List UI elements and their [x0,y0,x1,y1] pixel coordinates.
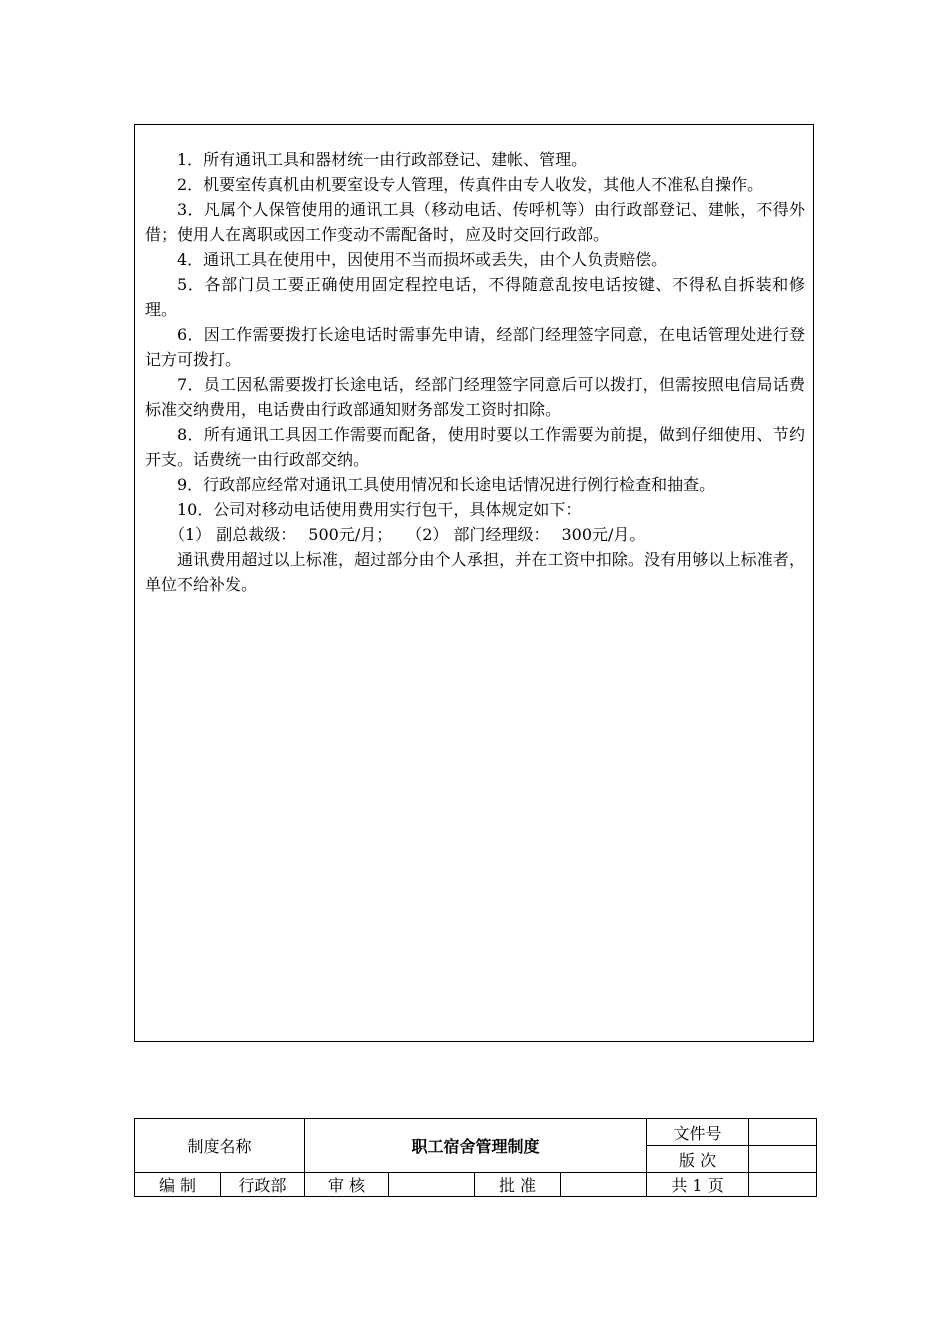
rule-4: 4．通讯工具在使用中，因使用不当而损坏或丢失，由个人负责赔偿。 [177,250,668,269]
rule-9: 9．行政部应经常对通讯工具使用情况和长途电话情况进行例行检查和抽查。 [177,475,716,494]
rule-2: 2．机要室传真机由机要室设专人管理，传真件由专人收发，其他人不准私自操作。 [177,175,764,194]
approved-by-label: 批 准 [475,1173,561,1197]
rule-6: 6．因工作需要拨打长途电话时需事先申请，经部门经理签字同意，在电话管理处进行登记方可拨打。 [145,325,805,369]
page-count: 共 1 页 [647,1173,749,1197]
reviewed-by-value [389,1173,475,1197]
content-frame [134,124,814,1042]
version-label: 版 次 [647,1146,749,1173]
rule-5: 5．各部门员工要正确使用固定程控电话，不得随意乱按电话按键、不得私自拆装和修理。 [145,275,805,319]
rule-7: 7．员工因私需要拨打长途电话，经部门经理签字同意后可以拨打，但需按照电信局话费标准交纳费用，电话费由行政部通知财务部发工资时扣除。 [145,375,805,419]
rule-3: 3．凡属个人保管使用的通讯工具（移动电话、传呼机等）由行政部登记、建帐，不得外借；使用人在离职或因工作变动不需配备时，应及时交回行政部。 [145,200,805,244]
allowance-rates [145,522,805,547]
doc-number-label: 文件号 [647,1119,749,1146]
rate-manager-label: （2） 部门经理级： [414,525,550,544]
rate-vp-value: 500元/月； [308,525,393,544]
version-value [749,1146,817,1173]
policy-title: 职工宿舍管理制度 [305,1119,647,1173]
document-footer-table [134,1118,817,1197]
compiled-by-label: 编 制 [135,1173,221,1197]
reviewed-by-label: 审 核 [305,1173,389,1197]
doc-number-value [749,1119,817,1146]
rule-8: 8．所有通讯工具因工作需要而配备，使用时要以工作需要为前提，做到仔细使用、节约开支。话费统一由行政部交纳。 [145,425,805,469]
rule-10: 10．公司对移动电话使用费用实行包干，具体规定如下： [177,500,582,519]
page-count-extra [749,1173,817,1197]
rate-vp-label: （1） 副总裁级： [169,525,297,544]
rules-body [145,147,805,597]
approved-by-value [561,1173,647,1197]
rate-manager-value: 300元/月。 [561,525,646,544]
rule-1: 1．所有通讯工具和器材统一由行政部登记、建帐、管理。 [177,150,588,169]
policy-name-label: 制度名称 [135,1119,305,1173]
closing-note: 通讯费用超过以上标准，超过部分由个人承担，并在工资中扣除。没有用够以上标准者，单位不给补发。 [145,550,805,594]
compiled-by-value: 行政部 [221,1173,305,1197]
